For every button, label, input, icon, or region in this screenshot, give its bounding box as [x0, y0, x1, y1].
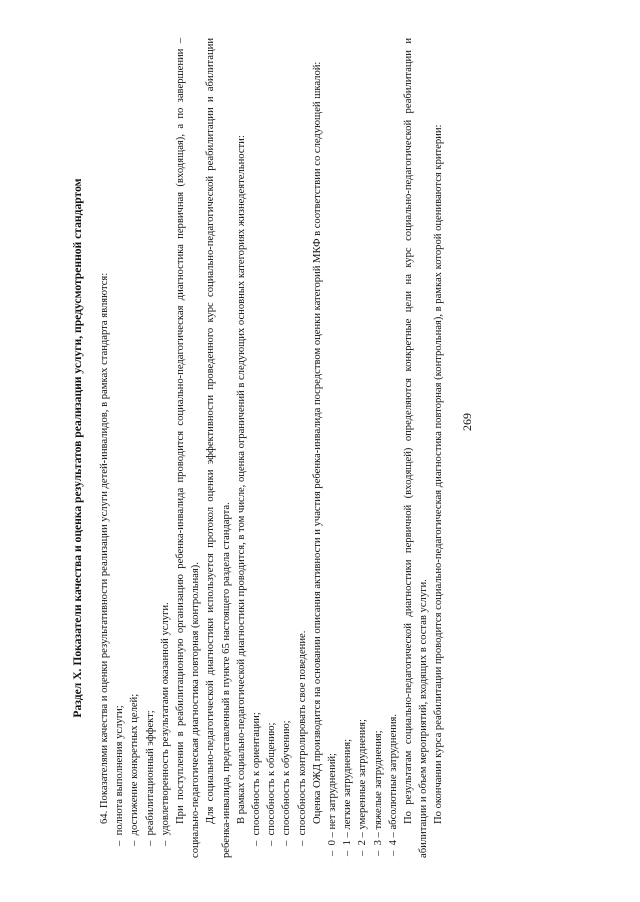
list-item: – способность к обучению; — [281, 720, 293, 846]
list-item: – способность к ориентации; — [251, 712, 263, 846]
list-item: – достижение конкретных целей; — [129, 693, 141, 846]
page-number: 269 — [460, 413, 474, 431]
paragraph: Для социально-педагогической диагностики используется протокол оценки эффективности проведенного курс социально-педагогической реабилитации и абилитации ребенка-инвалида, представленный в пункте 65 настоящего раздела стандарта. — [205, 38, 232, 858]
paragraph: По результатам социально-педагогической диагностики первичной (входящей) определяются конкретные цели на курс социально-педагогической реабилитации и абилитации и объем мероприятий, входящих в состав услуги. — [403, 38, 430, 858]
paragraph-64: 64. Показателями качества и оценки результативности реализации услуги детей-инвалидов, в рамках стандарта являются: — [99, 272, 110, 824]
rotated-text-block — [70, 38, 500, 858]
paragraph: В рамках социально-педагогической диагностики проводится, в том числе, оценка ограничений в следующих основных категориях жизнедеятельности: — [235, 135, 247, 824]
list-item: – 0 – нет затруднений; — [327, 752, 339, 856]
list-item: – способность контролировать свое поведение. — [296, 630, 308, 846]
list-item: – 4 – абсолютные затруднения. — [387, 713, 399, 856]
section-title: Раздел X. Показатели качества и оценка результатов реализации услуги, предусмотренной стандартом — [71, 178, 84, 718]
list-item: – 2 – умеренные затруднения; — [357, 719, 369, 856]
paragraph: По окончании курса реабилитации проводится социально-педагогическая диагностика повторная (контрольная), в рамках которой оцениваются критерии: — [433, 124, 445, 824]
list-item: – удовлетворенность результатами оказанной услуги. — [159, 602, 171, 846]
list-item: – 3 – тяжелые затруднения; — [372, 730, 384, 856]
paragraph: Оценка ОЖД производится на основании описания активности и участия ребенка-инвалида посредством оценки категорий МКФ в соответствии со следующей шкалой: — [311, 61, 323, 824]
list-item: – 1 – легкие затруднения; — [342, 738, 354, 856]
list-item: – полнота выполнения услуги; — [114, 705, 126, 846]
paragraph: При поступлении в реабилитационную организацию ребенка-инвалида проводится социально-педагогическая диагностика первичная (входящая), а по завершении – социально-педагогическая диагностика повторная (контрольная). — [175, 38, 202, 858]
list-item: – способность к общению; — [266, 722, 278, 846]
list-item: – реабилитационный эффект; — [144, 710, 156, 846]
